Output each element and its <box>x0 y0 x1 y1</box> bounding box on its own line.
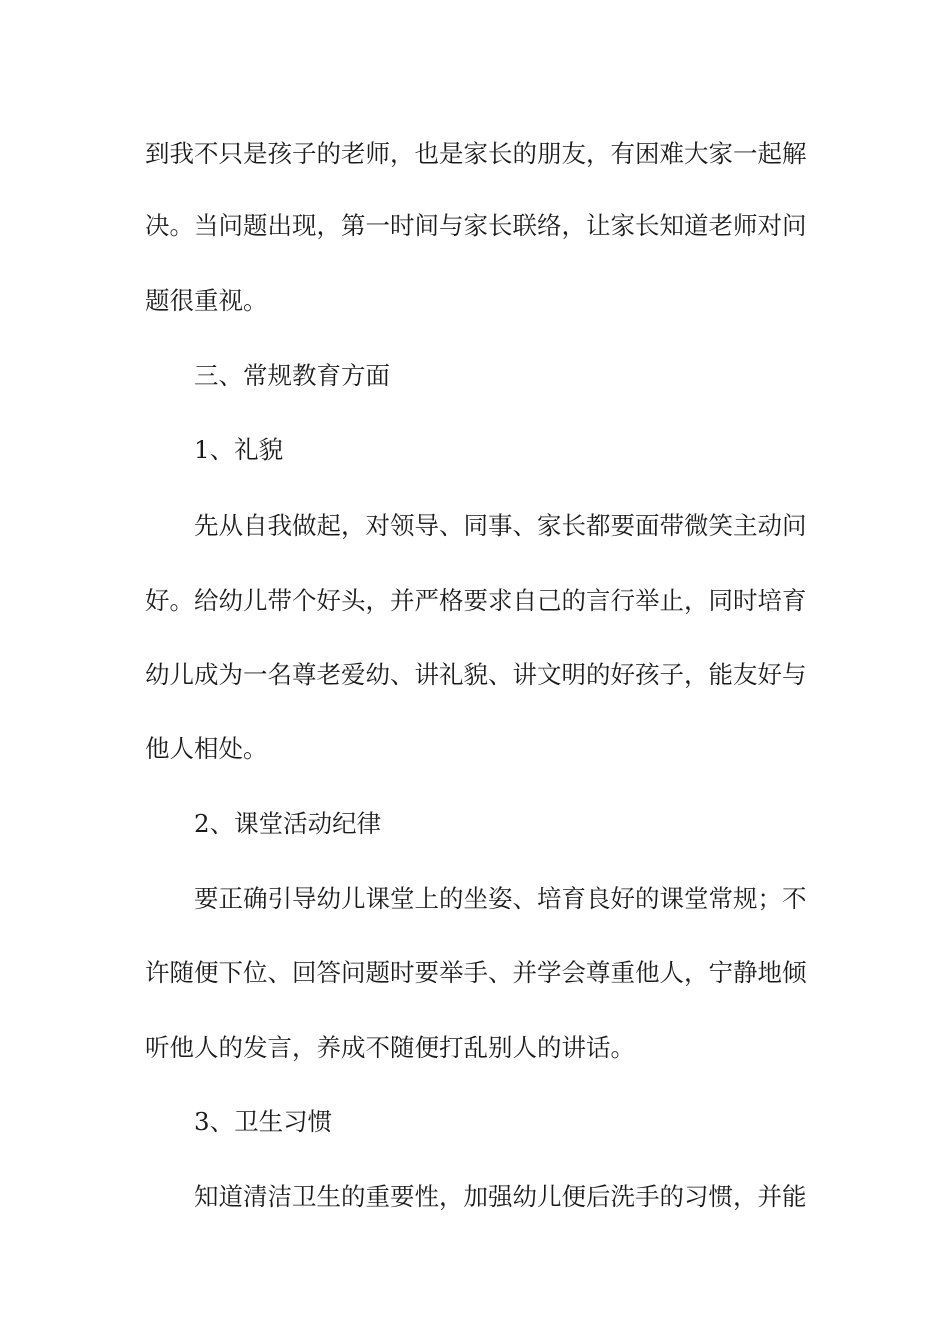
paragraph-line: 先从自我做起，对领导、同事、家长都要面带微笑主动问 <box>194 511 807 540</box>
paragraph-line: 题很重视。 <box>145 286 268 315</box>
paragraph-line: 决。当问题出现，第一时间与家长联络，让家长知道老师对问 <box>145 211 807 240</box>
paragraph-line: 幼儿成为一名尊老爱幼、讲礼貌、讲文明的好孩子，能友好与 <box>145 660 807 689</box>
paragraph-line: 他人相处。 <box>145 734 268 763</box>
paragraph-line: 许随便下位、回答问题时要举手、并学会尊重他人，宁静地倾 <box>145 958 807 987</box>
paragraph-line: 到我不只是孩子的老师，也是家长的朋友，有困难大家一起解 <box>145 139 807 168</box>
subsection-heading: 3、卫生习惯 <box>194 1107 333 1136</box>
subsection-heading: 1、礼貌 <box>194 435 284 464</box>
section-heading: 三、常规教育方面 <box>194 361 390 390</box>
subsection-heading: 2、课堂活动纪律 <box>194 809 382 838</box>
paragraph-line: 要正确引导幼儿课堂上的坐姿、培育良好的课堂常规；不 <box>194 884 807 913</box>
paragraph-line: 知道清洁卫生的重要性，加强幼儿便后洗手的习惯，并能 <box>194 1182 807 1211</box>
paragraph-line: 听他人的发言，养成不随便打乱别人的讲话。 <box>145 1033 635 1062</box>
paragraph-line: 好。给幼儿带个好头，并严格要求自己的言行举止，同时培育 <box>145 586 807 615</box>
